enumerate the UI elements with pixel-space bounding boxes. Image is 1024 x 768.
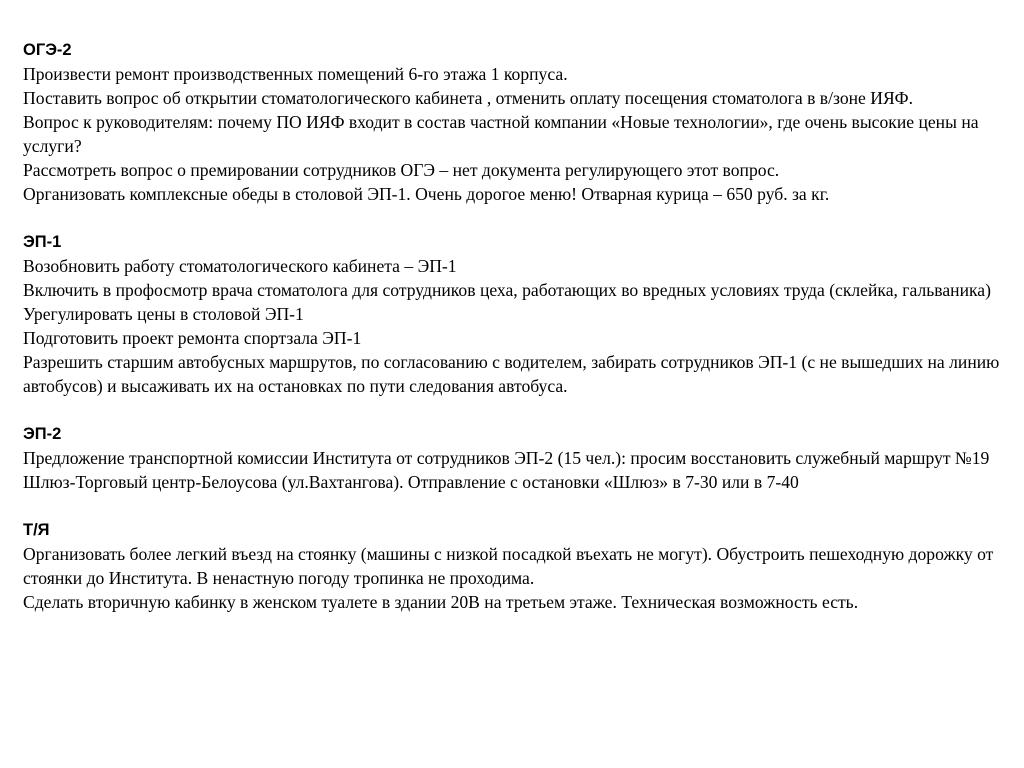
section-ep-2 (23, 422, 1013, 494)
section-heading: ЭП-1 (23, 233, 62, 251)
document-body (23, 38, 1013, 638)
list-item: Предложение транспортной комиссии Института от сотрудников ЭП-2 (15 чел.): просим восстановить служебный маршрут №19 Шлюз-Торговый центр-Белоусова (ул.Вахтангова). Отправление с остановки «Шлюз» в 7-30 или в 7-40 (23, 448, 990, 492)
list-item: Возобновить работу стоматологического кабинета – ЭП-1 (23, 256, 457, 276)
list-item: Вопрос к руководителям: почему ПО ИЯФ входит в состав частной компании «Новые технологии», где очень высокие цены на услуги? (23, 112, 979, 156)
list-item: Рассмотреть вопрос о премировании сотрудников ОГЭ – нет документа регулирующего этот вопрос. (23, 160, 780, 180)
list-item: Разрешить старшим автобусных маршрутов, по согласованию с водителем, забирать сотрудников ЭП-1 (с не вышедших на линию автобусов) и высаживать их на остановках по пути следования автобуса. (23, 352, 1000, 396)
list-item: Произвести ремонт производственных помещений 6-го этажа 1 корпуса. (23, 64, 568, 84)
section-t-ya (23, 518, 1013, 614)
list-item: Урегулировать цены в столовой ЭП-1 (23, 304, 304, 324)
list-item: Подготовить проект ремонта спортзала ЭП-1 (23, 328, 362, 348)
list-item: Организовать более легкий въезд на стоянку (машины с низкой посадкой въехать не могут). Обустроить пешеходную дорожку от стоянки до Института. В ненастную погоду тропинка не проходима. (23, 544, 994, 588)
section-heading: Т/Я (23, 521, 50, 539)
list-item: Сделать вторичную кабинку в женском туалете в здании 20В на третьем этаже. Техническая возможность есть. (23, 592, 859, 612)
list-item: Поставить вопрос об открытии стоматологического кабинета , отменить оплату посещения стоматолога в в/зоне ИЯФ. (23, 88, 913, 108)
list-item: Организовать комплексные обеды в столовой ЭП-1. Очень дорогое меню! Отварная курица – 650 руб. за кг. (23, 184, 830, 204)
list-item: Включить в профосмотр врача стоматолога для сотрудников цеха, работающих во вредных условиях труда (склейка, гальваника) (23, 280, 991, 300)
section-heading: ЭП-2 (23, 425, 62, 443)
section-ep-1 (23, 230, 1013, 398)
section-oge-2 (23, 38, 1013, 206)
section-heading: ОГЭ-2 (23, 41, 72, 59)
